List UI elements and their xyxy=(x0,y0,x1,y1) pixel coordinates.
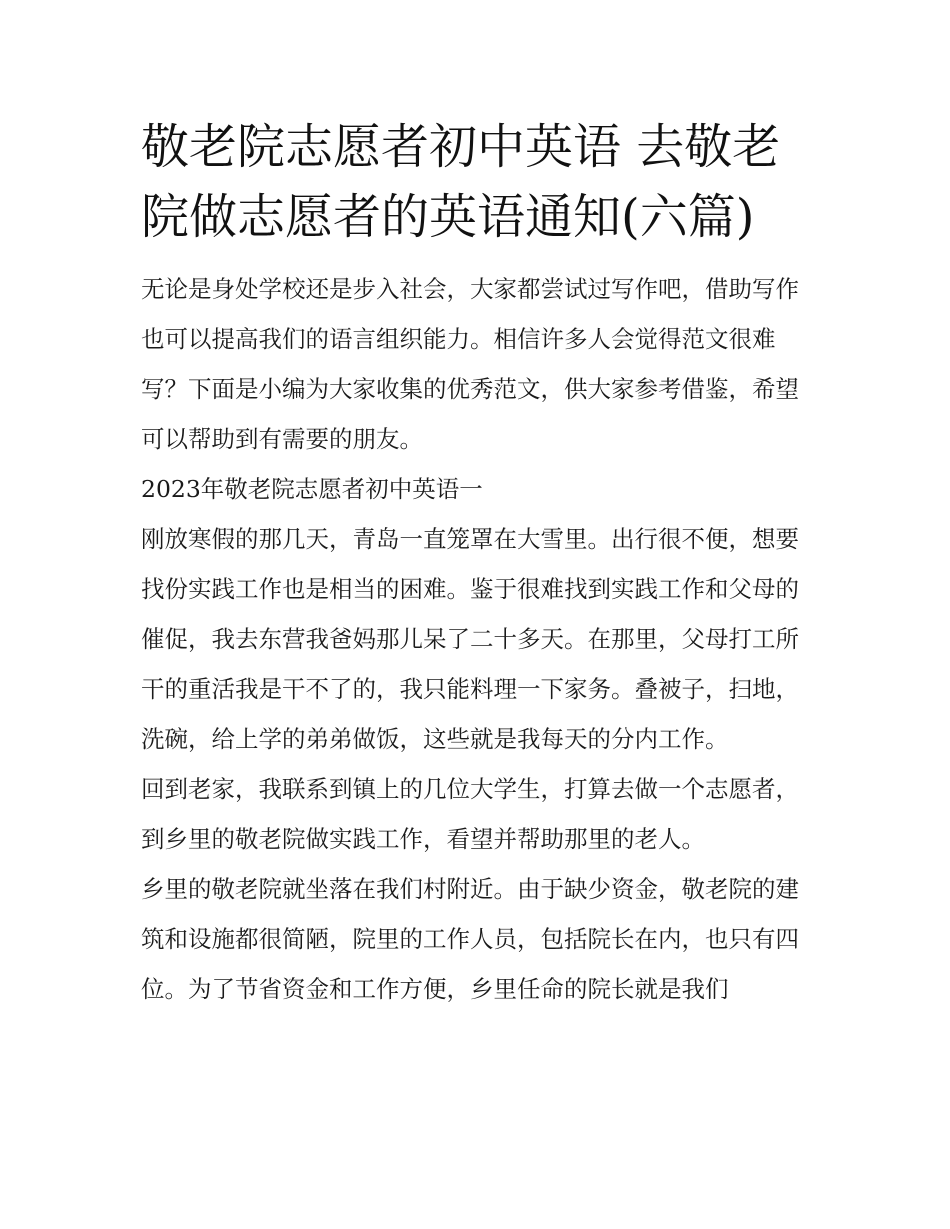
body-paragraph-3: 乡里的敬老院就坐落在我们村附近。由于缺少资金，敬老院的建筑和设施都很简陋，院里的工作人员，包括院长在内，也只有四位。为了节省资金和工作方便，乡里任命的院长就是我们 xyxy=(141,875,799,1003)
body-paragraph-2: 回到老家，我联系到镇上的几位大学生，打算去做一个志愿者，到乡里的敬老院做实践工作，看望并帮助那里的老人。 xyxy=(141,775,799,853)
document-title: 敬老院志愿者初中英语 去敬老院做志愿者的英语通知(六篇) xyxy=(141,119,781,245)
document-page xyxy=(141,112,813,1014)
section-heading: 2023年敬老院志愿者初中英语一 xyxy=(141,475,483,503)
body-paragraph-1: 刚放寒假的那几天，青岛一直笼罩在大雪里。出行很不便，想要找份实践工作也是相当的困难。鉴于很难找到实践工作和父母的催促，我去东营我爸妈那儿呆了二十多天。在那里，父母打工所干的重活我是干不了的，我只能料理一下家务。叠被子，扫地，洗碗，给上学的弟弟做饭，这些就是我每天的分内工作。 xyxy=(141,525,799,753)
intro-paragraph: 无论是身处学校还是步入社会，大家都尝试过写作吧，借助写作也可以提高我们的语言组织能力。相信许多人会觉得范文很难写？下面是小编为大家收集的优秀范文，供大家参考借鉴，希望可以帮助到有需要的朋友。 xyxy=(141,275,799,453)
